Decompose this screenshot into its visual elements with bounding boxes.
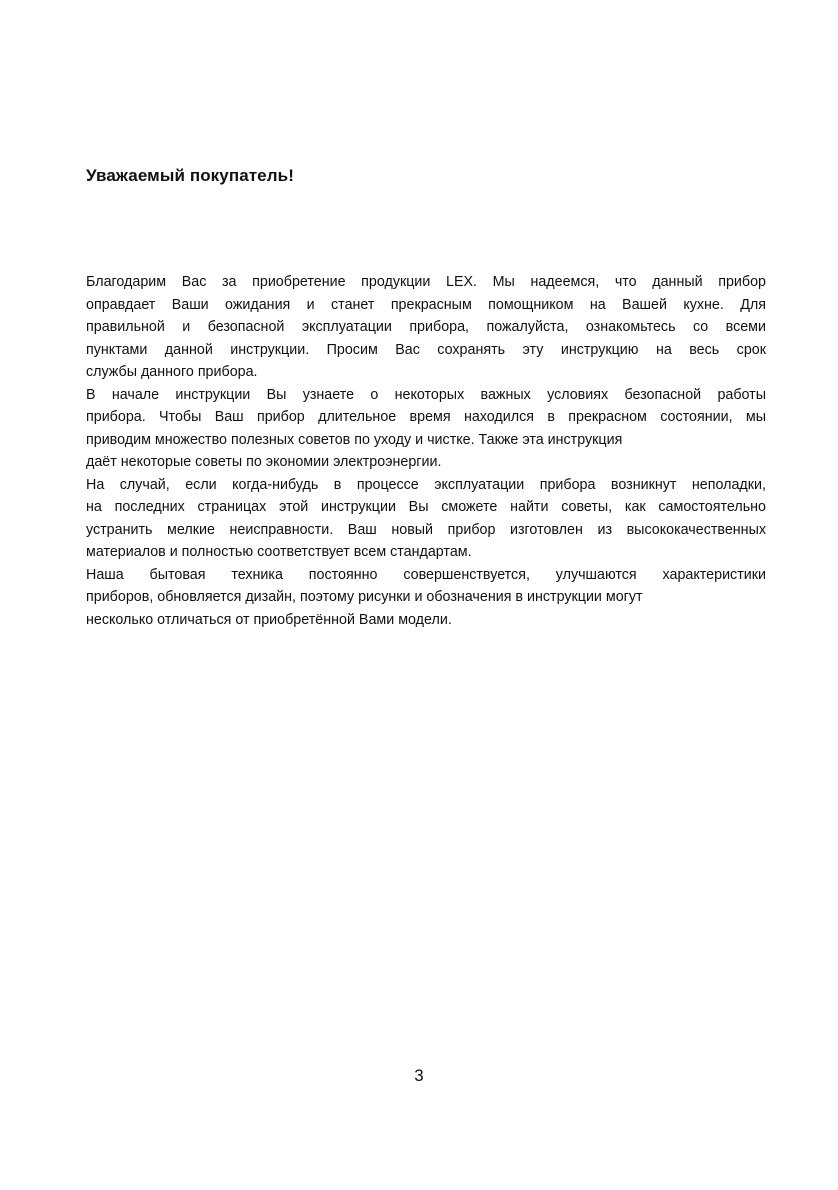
text-line: пунктами данной инструкции. Просим Вас сохранять эту инструкцию на весь срок [86, 341, 766, 358]
page-number: 3 [414, 1066, 424, 1085]
text-line: несколько отличаться от приобретённой Вами модели. [86, 611, 452, 628]
text-line: на последних страницах этой инструкции Вы сможете найти советы, как самостоятельно [86, 499, 766, 515]
text-line: даёт некоторые советы по экономии электроэнергии. [86, 454, 442, 470]
text-line: Наша бытовая техника постоянно совершенствуется, улучшаются характеристики [86, 566, 766, 583]
text-line: оправдает Ваши ожидания и станет прекрасным помощником на Вашей кухне. Для [86, 296, 766, 313]
text-line: прибора. Чтобы Ваш прибор длительное время находился в прекрасном состоянии, мы [86, 409, 766, 425]
text-line: материалов и полностью соответствует всем стандартам. [86, 544, 472, 560]
text-line: В начале инструкции Вы узнаете о некоторых важных условиях безопасной работы [86, 386, 766, 403]
text-line: правильной и безопасной эксплуатации прибора, пожалуйста, ознакомьтесь со всеми [86, 319, 766, 335]
text-line: приборов, обновляется дизайн, поэтому рисунки и обозначения в инструкции могут [86, 589, 643, 605]
text-line: службы данного прибора. [86, 364, 258, 380]
page-heading: Уважаемый покупатель! [86, 166, 294, 185]
text-line: приводим множество полезных советов по уходу и чистке. Также эта инструкция [86, 431, 623, 448]
text-line: устранить мелкие неисправности. Ваш новый прибор изготовлен из высококачественных [86, 521, 766, 538]
text-line: Благодарим Вас за приобретение продукции LEX. Мы надеемся, что данный прибор [86, 274, 766, 290]
body-text [86, 271, 766, 631]
text-line: На случай, если когда-нибудь в процессе эксплуатации прибора возникнут неполадки, [86, 476, 766, 493]
